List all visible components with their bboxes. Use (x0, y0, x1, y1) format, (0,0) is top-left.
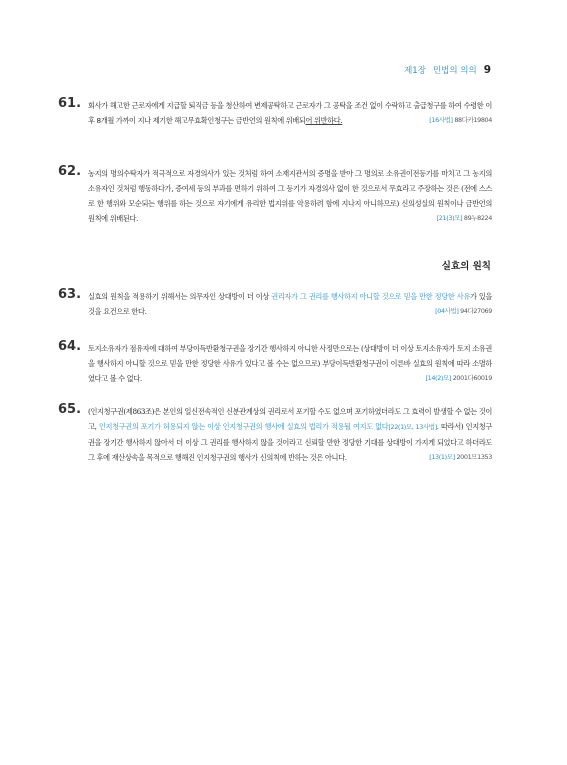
item-text-1: 토지소유자가 점유자에 대하여 부당이득반환청구권을 장기간 행사하지 아니한 사정만으로는 (88, 344, 359, 353)
item-text-1: (인지청구권(제863조)은 본인의 일신전속적인 신분관계상의 권리로서 포기할 수도 없으며 포기하였더라도 그 효력이 발생할 수 없는 것이고, (88, 407, 492, 431)
item-number: 63. (58, 287, 82, 302)
chapter-title: 민법의 의의 (432, 66, 477, 76)
item-reference (429, 113, 492, 128)
item-text-2: (상대방이 더 이상 토지소유자가 토지 소유권을 행사하지 아니할 것으로 믿을 만한 정당한 사유가 있다고 볼 수는 없으므로) (88, 344, 492, 368)
ref-tag: [04사법] (435, 307, 459, 315)
item-highlight: 권리자가 그 권리를 행사하지 아니할 것으로 믿을 만한 정당한 사유 (271, 292, 470, 301)
item-body (88, 98, 492, 128)
item-number: 64. (58, 339, 82, 354)
inline-reference: [22(1)모, 13사법] (388, 423, 437, 431)
item-text-2: 가 있을 것을 요건으로 한다. (88, 292, 493, 316)
item-reference (435, 304, 492, 319)
item-body (88, 404, 492, 465)
chapter-label: 제1장 (404, 66, 426, 76)
item-63 (58, 287, 493, 319)
item-64 (58, 339, 492, 386)
item-body (88, 166, 492, 226)
item-text-2: (전에 스스로 한 행위와 모순되는 행위를 하는 것으로 자기에게 유리한 법지위를 악용하려 함에 지나지 아니하므로) (88, 184, 493, 208)
ref-tag: [21(3)모] (436, 214, 463, 222)
item-number: 62. (58, 164, 82, 179)
ref-tag: [13(1)모] (429, 453, 455, 461)
item-text: 회사가 해고한 근로자에게 지급할 퇴직금 등을 청산하여 변제공탁하고 근로자가 그 공탁을 조건 없이 수락하고 출급청구를 하여 수령한 이후 8개월 가까이 지나 제기한 해고무효확인청구는 금반언의 원칙에 위배되 (88, 101, 492, 125)
ref-case: 2001므1353 (456, 453, 492, 461)
item-body (88, 341, 492, 386)
item-highlight: 인지청구권의 포기가 허용되지 않는 이상 인지청구권의 행사에 실효의 법리가 적용될 여지도 없다 (98, 422, 389, 431)
item-text-end: 어 위반하다. (305, 116, 343, 125)
item-number: 65. (58, 402, 82, 417)
item-reference (437, 211, 492, 226)
ref-tag: [14(2)모] (425, 374, 452, 382)
page-header (404, 64, 491, 76)
ref-case: 88다카19804 (454, 116, 492, 124)
ref-case: 89누8224 (463, 214, 492, 222)
item-text-1: 농지의 명의수탁자가 적극적으로 자경의사가 있는 것처럼 하여 소재지관서의 증명을 받아 그 명의로 소유권이전등기를 마치고 그 농지의 소유자인 것처럼 행동하다가, 증여세 등의 부과를 면하기 위하여 그 등기가 자경의사 없이 한 것으로서 무효라고 주장하는 것은 (88, 169, 492, 193)
item-number: 61. (58, 96, 82, 111)
page-number: 9 (483, 64, 491, 76)
item-reference (429, 450, 492, 465)
ref-tag: [16사법] (429, 116, 453, 124)
item-text-2: . 따라서) 인지청구권을 장기간 행사하지 않아서 더 이상 그 권리를 행사하지 않을 것이라고 신뢰할 만한 정당한 기대를 상대방이 가지게 되었다고 하더라도 그 후에 재산상속을 목적으로 행해진 인지청구권의 행사가 신의칙에 반하는 것은 아니다. (88, 422, 492, 462)
ref-case: 2001다60019 (452, 374, 492, 382)
item-body (88, 289, 492, 319)
item-61 (58, 96, 492, 128)
item-reference (425, 371, 492, 386)
ref-case: 94다27069 (460, 307, 492, 315)
item-text-3: 신의성실의 원칙이나 금반언의 원칙에 위배된다. (88, 199, 492, 223)
item-65 (58, 402, 492, 465)
item-text-3: 부당이득반환청구권이 이른바 실효의 원칙에 따라 소멸하였다고 볼 수 없다. (88, 359, 492, 383)
item-text-1: 실효의 원칙을 적용하기 위해서는 의무자인 상대방이 더 이상 (88, 292, 269, 301)
section-title: 실효의 원칙 (441, 261, 491, 272)
item-62 (58, 164, 493, 226)
